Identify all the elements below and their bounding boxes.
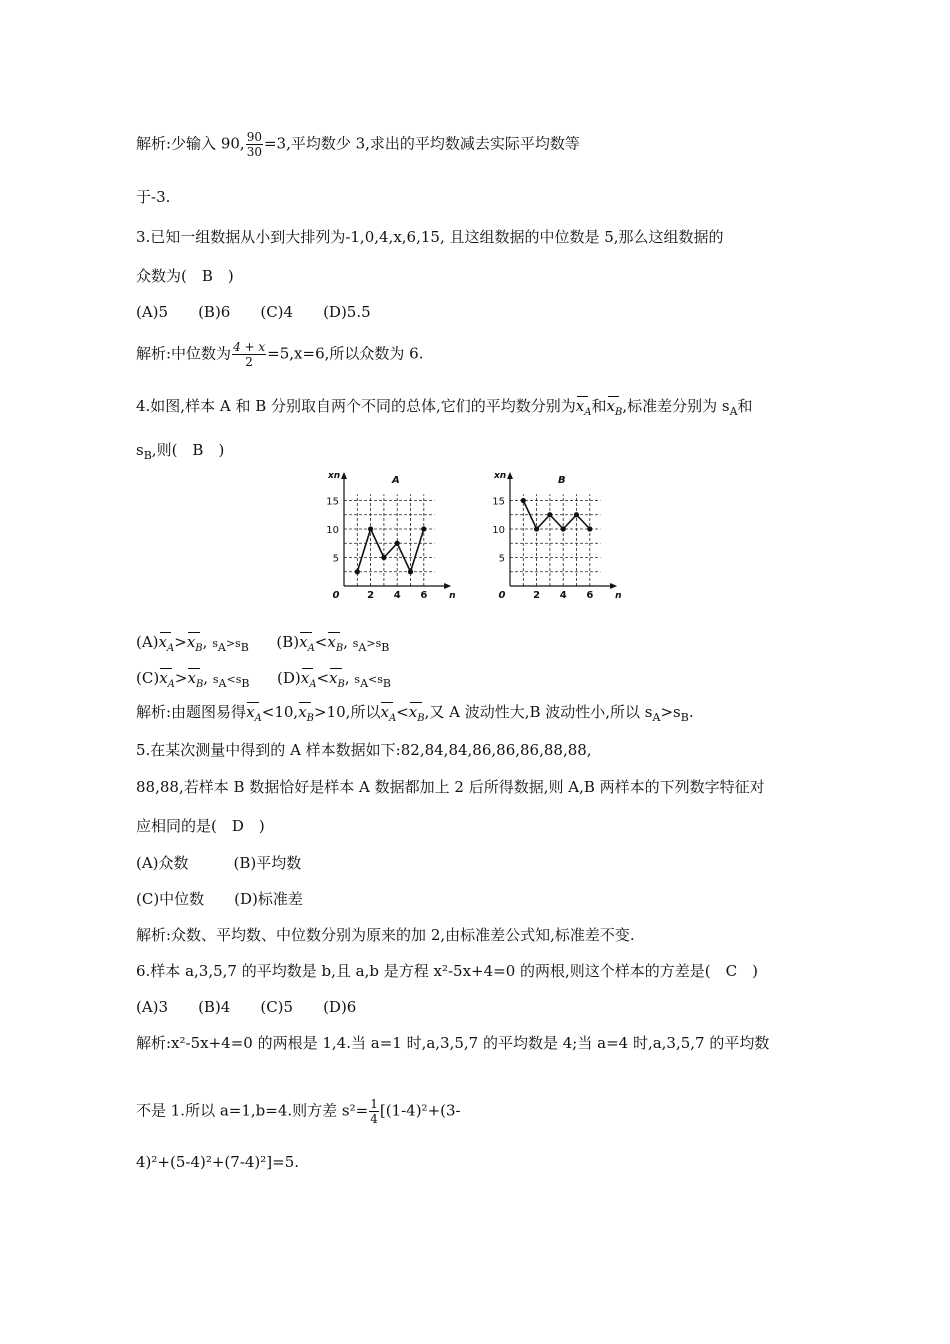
text: 于-3.: [136, 188, 171, 206]
data-point: [408, 569, 413, 574]
fraction-numerator: 4 + x: [233, 340, 266, 354]
text: 4.如图,样本 A 和 B 分别取自两个不同的总体,它们的平均数分别为: [136, 397, 576, 415]
text: 不是 1.所以 a=1,b=4.则方差 s²=: [136, 1101, 369, 1120]
data-point: [395, 541, 400, 546]
y-tick-label: 5: [332, 553, 339, 565]
data-point: [547, 512, 552, 517]
question-3-options: [136, 302, 371, 322]
x-tick-label: 0: [332, 590, 340, 601]
text: 88,88,若样本 B 数据恰好是样本 A 数据都加上 2 后所得数据,则 A,B 两样本的下列数字特征对: [136, 778, 765, 796]
text: 6.样本 a,3,5,7 的平均数是 b,且 a,b 是方程 x²-5x+4=0 的两根,则这个样本的方差是( C ): [136, 962, 758, 980]
option-a: (A) $x_A>$ $x_B$, $s_A>s_B$ (B) $x_A<$ $x_B$, $s_A>s_B$: [136, 633, 390, 654]
fraction-denominator: 30: [246, 145, 262, 159]
solution-line: [136, 187, 170, 207]
data-point: [587, 526, 592, 531]
solution-line: [136, 1033, 769, 1053]
text: 5.在某次测量中得到的 A 样本数据如下:82,84,84,86,86,86,88,88,: [136, 741, 592, 759]
chart-sample-b: [488, 466, 633, 606]
text: ,则( B ): [151, 441, 225, 459]
x-tick-label: 4: [393, 590, 401, 601]
fraction-denominator: 2: [245, 355, 253, 369]
question-5-answer: [136, 816, 265, 836]
x-axis-label: n: [449, 591, 456, 601]
mean-symbol-b: $x_B$: [606, 397, 623, 418]
fraction: [232, 340, 266, 369]
text: ,标准差分别为 s: [622, 397, 730, 415]
y-axis-arrow: [507, 472, 513, 479]
fraction-numerator: 1: [370, 1097, 378, 1111]
subscript: B: [143, 449, 152, 462]
question-3-answer: [136, 266, 234, 286]
x-axis-label: n: [615, 591, 622, 601]
y-axis-label: xn: [494, 471, 507, 481]
question-5-options: [136, 889, 303, 909]
x-tick-label: 6: [420, 590, 428, 601]
y-axis-arrow: [341, 472, 347, 479]
y-tick-label: 15: [492, 496, 505, 508]
subscript: A: [729, 405, 738, 418]
x-tick-label: 4: [559, 590, 567, 601]
data-point: [355, 569, 360, 574]
text: 众数为( B ): [136, 267, 234, 285]
data-point: [421, 526, 426, 531]
question-4: [136, 396, 753, 423]
x-axis-arrow: [610, 583, 617, 589]
x-tick-label: 0: [498, 590, 506, 601]
question-5: [136, 740, 592, 760]
solution-line: [136, 130, 580, 159]
text: 和: [591, 397, 607, 415]
chart-title: B: [558, 475, 566, 486]
text: 和: [737, 397, 753, 415]
series-line: [357, 529, 424, 572]
question-4-answer: [136, 440, 224, 466]
chart-sample-a: [322, 466, 467, 606]
y-tick-label: 10: [492, 525, 505, 536]
text: (A)众数 (B)平均数: [136, 854, 302, 872]
text: s: [136, 441, 144, 459]
text: 解析:众数、平均数、中位数分别为原来的加 2,由标准差公式知,标准差不变.: [136, 926, 635, 944]
data-point: [534, 526, 539, 531]
text: (A)3 (B)4 (C)5 (D)6: [136, 998, 357, 1016]
fraction: [369, 1097, 379, 1126]
x-tick-label: 6: [586, 590, 594, 601]
question-6-options: [136, 997, 356, 1017]
data-point: [381, 555, 386, 560]
solution-line: [136, 1097, 461, 1126]
solution-line: 解析:由题图易得 $x_A<10$, $x_B>10$,所以 $x_A<$ $x_B$,又 A 波动性大,B 波动性小,所以 $s_A>s_B$.: [136, 703, 694, 724]
data-point: [368, 526, 373, 531]
text: (A)5 (B)6 (C)4 (D)5.5: [136, 303, 371, 321]
fraction-denominator: 4: [370, 1112, 378, 1126]
text: [(1-4)²+(3-: [379, 1101, 461, 1120]
fraction-numerator: 90: [246, 130, 262, 144]
solution-line: [136, 925, 635, 945]
y-tick-label: 15: [326, 496, 339, 508]
y-axis-label: xn: [328, 471, 341, 481]
data-point: [574, 512, 579, 517]
text: 应相同的是( D ): [136, 817, 265, 835]
y-tick-label: 10: [326, 525, 339, 536]
chart-title: A: [391, 475, 400, 486]
text: (C)中位数 (D)标准差: [136, 890, 303, 908]
data-point: [521, 498, 526, 503]
x-tick-label: 2: [367, 590, 375, 601]
solution-line: [136, 1152, 299, 1172]
mean-symbol-a: $x_A$: [575, 397, 592, 418]
solution-line: [136, 340, 423, 369]
text: =3,平均数少 3,求出的平均数减去实际平均数等: [263, 134, 580, 153]
text: 解析:中位数为: [136, 344, 232, 363]
x-axis-arrow: [444, 583, 451, 589]
fraction: [246, 130, 263, 159]
text: 解析:少输入 90,: [136, 134, 245, 153]
question-6: [136, 961, 758, 981]
option-c: (C) $x_A>$ $x_B$, $s_A<s_B$ (D) $x_A<$ $x_B$, $s_A<s_B$: [136, 669, 391, 690]
text: 3.已知一组数据从小到大排列为-1,0,4,x,6,15, 且这组数据的中位数是 5,那么这组数据的: [136, 228, 724, 246]
question-5: [136, 777, 765, 797]
question-3: [136, 227, 724, 247]
x-tick-label: 2: [533, 590, 541, 601]
text: 4)²+(5-4)²+(7-4)²]=5.: [136, 1153, 300, 1171]
question-5-options: [136, 853, 301, 873]
y-tick-label: 5: [498, 553, 505, 565]
data-point: [561, 526, 566, 531]
text: =5,x=6,所以众数为 6.: [267, 344, 424, 363]
text: 解析:x²-5x+4=0 的两根是 1,4.当 a=1 时,a,3,5,7 的平均数是 4;当 a=4 时,a,3,5,7 的平均数: [136, 1034, 770, 1052]
